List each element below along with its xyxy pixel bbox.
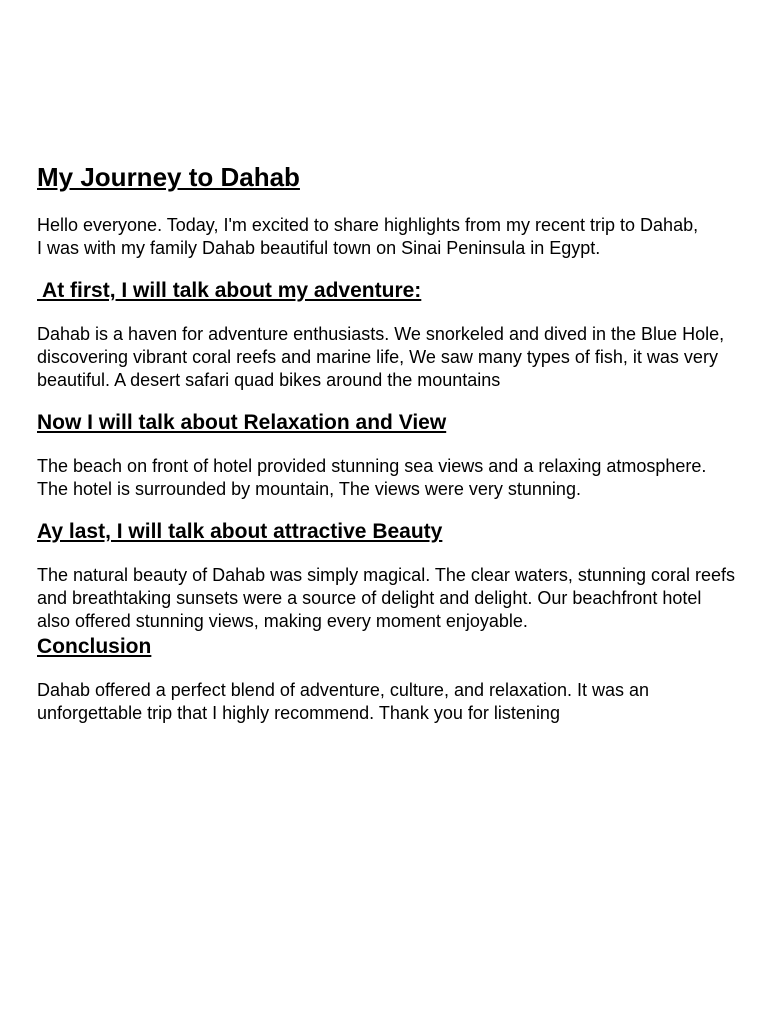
section-heading-relaxation: Now I will talk about Relaxation and View [37,411,447,434]
section-body-conclusion: Dahab offered a perfect blend of adventure, culture, and relaxation. It was an unforgettable trip that I highly recommend. Thank you for listening [37,680,650,723]
document-page [37,160,737,725]
intro-line-1: Hello everyone. Today, I'm excited to share highlights from my recent trip to Dahab, [37,215,699,235]
section-heading-adventure: At first, I will talk about my adventure: [37,279,422,302]
intro-paragraph [37,214,737,260]
section-body-beauty: The natural beauty of Dahab was simply magical. The clear waters, stunning coral reefs and breathtaking sunsets were a source of delight and delight. Our beachfront hotel also offered stunning views, making every moment enjoyable. [37,565,736,631]
section-heading-conclusion: Conclusion [37,635,152,658]
section-body-adventure: Dahab is a haven for adventure enthusiasts. We snorkeled and dived in the Blue Hole, discovering vibrant coral reefs and marine life, We saw many types of fish, it was very beautiful. A desert safari quad bikes around the mountains [37,324,725,390]
page-title: My Journey to Dahab [37,162,300,192]
intro-line-2: I was with my family Dahab beautiful town on Sinai Peninsula in Egypt. [37,238,601,258]
section-heading-beauty: Ay last, I will talk about attractive Beauty [37,520,443,543]
section-body-relaxation: The beach on front of hotel provided stunning sea views and a relaxing atmosphere. The hotel is surrounded by mountain, The views were very stunning. [37,456,707,499]
